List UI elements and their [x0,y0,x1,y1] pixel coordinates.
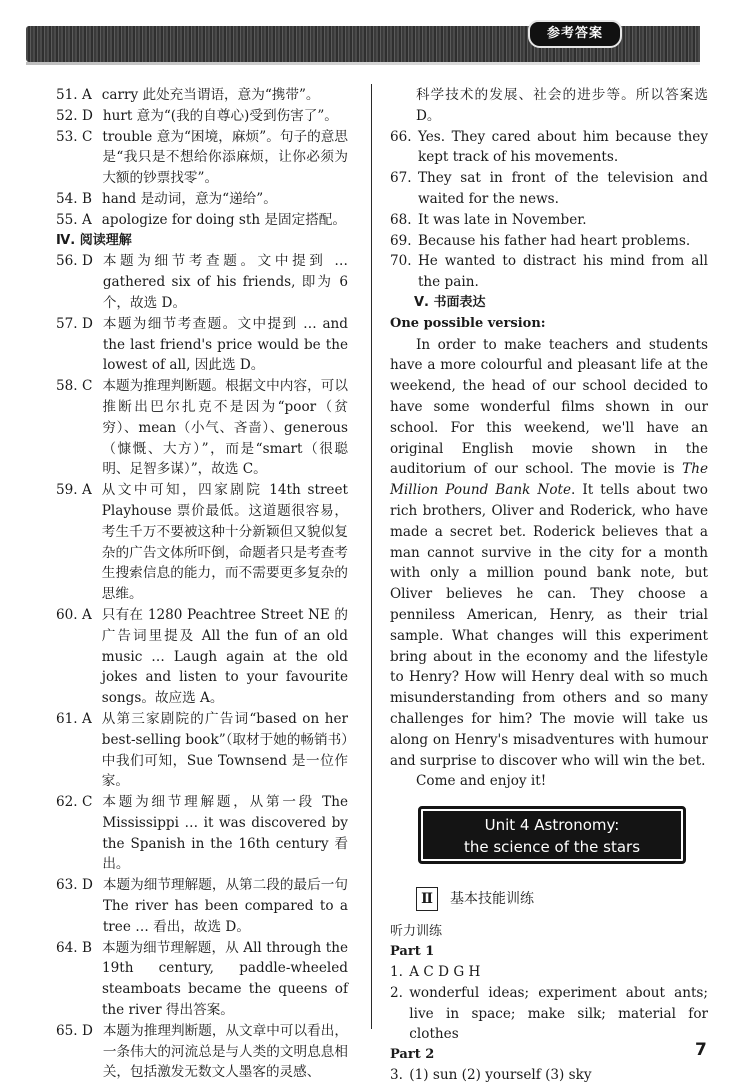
answer-number: 51. A [56,87,92,103]
answer-item [390,983,708,1045]
answer-text: Because his father had heart problems. [417,232,691,249]
answer-number: 57. D [56,315,93,332]
skills-label: 基本技能训练 [450,890,534,907]
answer-text: 本题为细节理解题，从第二段的最后一句 The river has been compared to a tree … 看出，故选 D。 [102,877,348,935]
answer-text: apologize for doing sth 是固定搭配。 [101,211,346,228]
answer-text: 只有在 1280 Peachtree Street NE 的广告词里提及 All the fun of an old music … Laugh again at the old jokes and listen to your favourite songs。故应选 A。 [101,606,348,707]
section-heading-reading: Ⅳ. 阅读理解 [56,232,132,248]
answer-number: 66. [390,128,416,145]
answer-text: 本题为细节考查题。文中提到 … and the last friend's price would be the lowest of all, 因此选 D。 [102,315,348,374]
answer-item [56,792,348,875]
answer-item [56,605,348,709]
answer-item [56,376,348,480]
answer-number: 59. A [56,482,92,499]
answer-text: trouble 意为“困境，麻烦”。句子的意思是“我只是不想给你添麻烦，让你必须为大额的钞票找零”。 [102,128,348,187]
answer-item [56,127,348,189]
answer-number: 64. B [56,939,92,956]
answer-item [56,938,348,1021]
answer-item [56,251,348,313]
answer-item [56,85,348,106]
answer-number: 69. [390,232,416,249]
skills-heading [390,886,708,912]
page-number: 7 [695,1040,707,1060]
answer-number: 67. [390,170,416,187]
answer-item [390,168,708,210]
answer-item [56,210,348,231]
answer-text: 本题为细节理解题，从 All through the 19th century, paddle-wheeled steamboats became the queens of the river 得出答案。 [101,939,348,1019]
answer-number: 1. [390,964,408,981]
answer-text: 本题为推理判断题，从文章中可以看出，一条伟大的河流总是与人类的文明息息相关，包括激发无数文人墨客的灵感、 [102,1022,348,1081]
answer-text: They sat in front of the television and waited for the news. [417,170,708,207]
answer-number: 52. D [56,107,93,124]
answer-text: 从第三家剧院的广告词“based on her best-selling book”（取材于她的畅销书）中我们可知，Sue Townsend 是一位作家。 [101,710,348,790]
answer-text: 从文中可知，四家剧院 14th street Playhouse 票价最低。这道题很容易，考生千万不要被这种十分新颖但又貌似复杂的广告文体所吓倒，命题者只是考查考生搜索信息的能力，而不需要更多复杂的思维。 [101,482,348,603]
answer-item [56,875,348,937]
answer-item [390,127,708,169]
column-divider [371,84,372,1029]
answer-number: 60. A [56,606,92,623]
left-column [56,85,348,1083]
answer-number: 62. C [56,794,93,811]
listening-label: 听力训练 [390,924,443,940]
answer-number: 3. [390,1067,408,1084]
answer-item [56,106,348,127]
right-column [390,85,708,1086]
answer-text: wonderful ideas; experiment about ants; live in space; make silk; material for clothes [409,984,708,1043]
answer-item [56,709,348,792]
answer-item [390,1065,708,1086]
answer-item [390,251,708,293]
answer-continuation: 科学技术的发展、社会的进步等。所以答案选 D。 [415,87,708,124]
answer-item [56,314,348,376]
header-tab: 参考答案 [528,20,622,48]
movie-title: The Million Pound Bank Note [390,461,708,499]
answer-text: (1) sun (2) yourself (3) sky [409,1067,592,1084]
unit-title-line2: the science of the stars [463,838,641,857]
answer-text: Yes. They cared about him because they kept track of his movements. [417,128,708,166]
answer-text: 本题为细节考查题。文中提到 … gathered six of his friends, 即为 6 个，故选 D。 [102,253,348,311]
answer-item [390,962,708,983]
answer-item [56,1021,348,1083]
answer-number: 61. A [56,710,92,727]
answer-number: 63. D [56,877,93,894]
answer-number: 53. C [56,128,93,145]
unit-title-line1: Unit 4 Astronomy: [484,816,620,835]
part2-label: Part 2 [390,1047,435,1063]
answer-number: 56. D [56,253,93,270]
essay-paragraph: In order to make teachers and students have a more colourful and pleasant life at the weekend, the head of our school decided to have some wonderful films shown in our school. For this weekend, we'll have an original English movie shown in the auditorium of our school. The movie is The Million Pound Bank Note. It tells about two rich brothers, Oliver and Roderick, who have made a secret bet. Roderick believes that a man cannot survive in the city for a month with only a million pound bank note, but Oliver believes he can. They choose a penniless American, Henry, as their trial sample. What changes will this experiment bring about in the economy and the lifestyle to Henry? How will Henry deal with so much misunderstanding from others and so many challenges for him? The movie will take us along on Henry's misadventures with humour and surprise to discover who will win the bet. [390,336,708,769]
version-label: One possible version: [390,315,546,331]
roman-numeral-box: Ⅱ [416,887,438,911]
essay-closing: Come and enjoy it! [416,773,547,790]
answer-text: 本题为细节理解题，从第一段 The Mississippi … it was discovered by the Spanish in the 16th century 看出。 [102,794,348,873]
answer-number: 54. B [56,190,92,207]
answer-number: 55. A [56,211,92,228]
answer-number: 68. [390,211,416,228]
answer-number: 65. D [56,1022,93,1039]
answer-item [390,210,708,231]
answer-item [390,231,708,252]
answer-text: It was late in November. [417,211,587,228]
answer-text: 本题为推理判断题。根据文中内容，可以推断出巴尔扎克不是因为“poor（贫穷）、mean（小气、吝啬）、generous（慷慨、大方）”，而是“smart（很聪明、足智多谋）”，故选 C。 [102,378,348,478]
answer-text: carry 此处充当谓语，意为“携带”。 [101,87,320,103]
unit-title-box [418,806,686,864]
answer-number: 58. C [56,378,93,395]
answer-text: A C D G H [409,964,481,981]
answer-item [56,480,348,605]
answer-number: 2. [390,984,408,1001]
part1-label: Part 1 [390,944,435,960]
section-heading-writing: Ⅴ. 书面表达 [414,294,486,310]
answer-number: 70. [390,253,416,270]
answer-text: hurt 意为“(我的自尊心)受到伤害了”。 [102,107,338,124]
answer-text: He wanted to distract his mind from all the pain. [417,253,708,291]
answer-text: hand 是动词，意为“递给”。 [101,190,277,207]
answer-item [56,189,348,210]
